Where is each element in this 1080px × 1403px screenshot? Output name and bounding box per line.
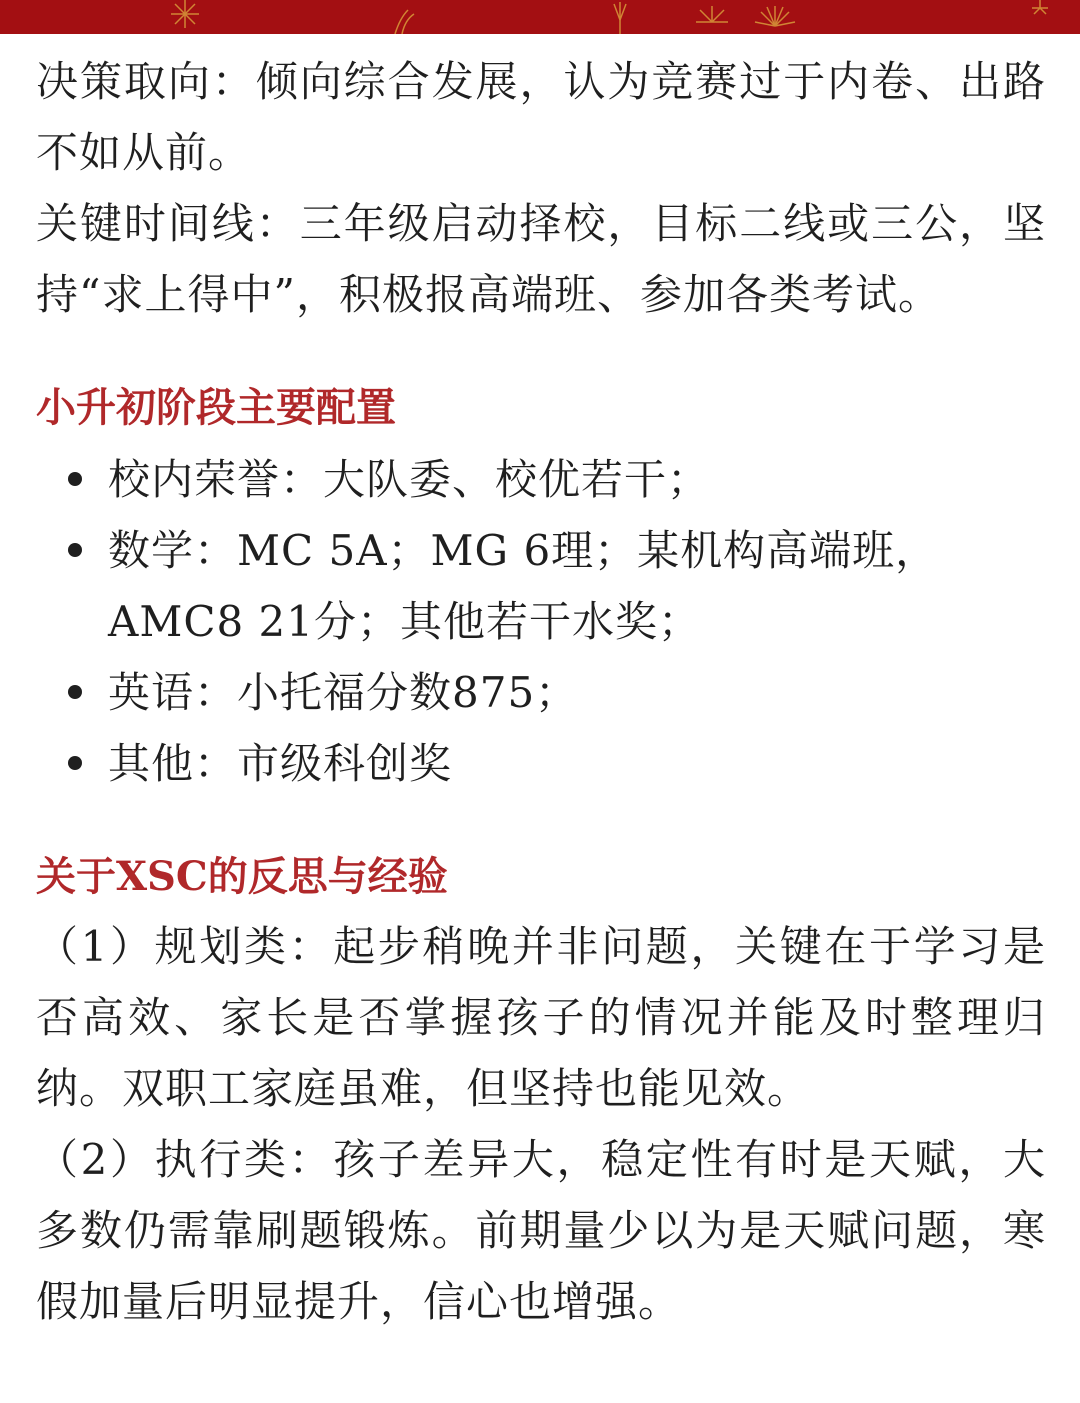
- list-item: [36, 657, 1046, 728]
- bullet-icon: [68, 685, 82, 699]
- section-title-reflection: 关于XSC的反思与经验: [36, 853, 448, 900]
- firework-pattern-icon: [0, 0, 1080, 34]
- bullet-icon: [68, 543, 82, 557]
- decision-orientation-text: 决策取向：倾向综合发展，认为竞赛过于内卷、出路不如从前。: [36, 57, 1046, 177]
- list-item-text: 数学：MC 5A；MG 6理；某机构高端班，AMC8 21分；其他若干水奖；: [108, 526, 939, 646]
- bullet-icon: [68, 472, 82, 486]
- bullet-icon: [68, 756, 82, 770]
- list-item: [36, 444, 1046, 515]
- list-item: [36, 728, 1046, 799]
- article-body: [36, 46, 1046, 1337]
- config-list: [36, 444, 1046, 799]
- list-item-text: 其他：市级科创奖: [108, 739, 453, 788]
- reflection-planning-text: （1）规划类：起步稍晚并非问题，关键在于学习是否高效、家长是否掌握孩子的情况并能及时整理归纳。双职工家庭虽难，但坚持也能见效。: [36, 922, 1046, 1113]
- list-item: [36, 515, 1046, 657]
- section-title-config: 小升初阶段主要配置: [36, 384, 396, 431]
- list-item-text: 校内荣誉：大队委、校优若干；: [108, 455, 711, 504]
- reflection-execution-text: （2）执行类：孩子差异大，稳定性有时是天赋，大多数仍需靠刷题锻炼。前期量少以为是天赋问题，寒假加量后明显提升，信心也增强。: [36, 1135, 1046, 1326]
- list-item-text: 英语：小托福分数875；: [108, 668, 579, 717]
- decorative-banner: [0, 0, 1080, 34]
- key-timeline-text: 关键时间线：三年级启动择校，目标二线或三公，坚持“求上得中”，积极报高端班、参加各类考试。: [36, 199, 1046, 319]
